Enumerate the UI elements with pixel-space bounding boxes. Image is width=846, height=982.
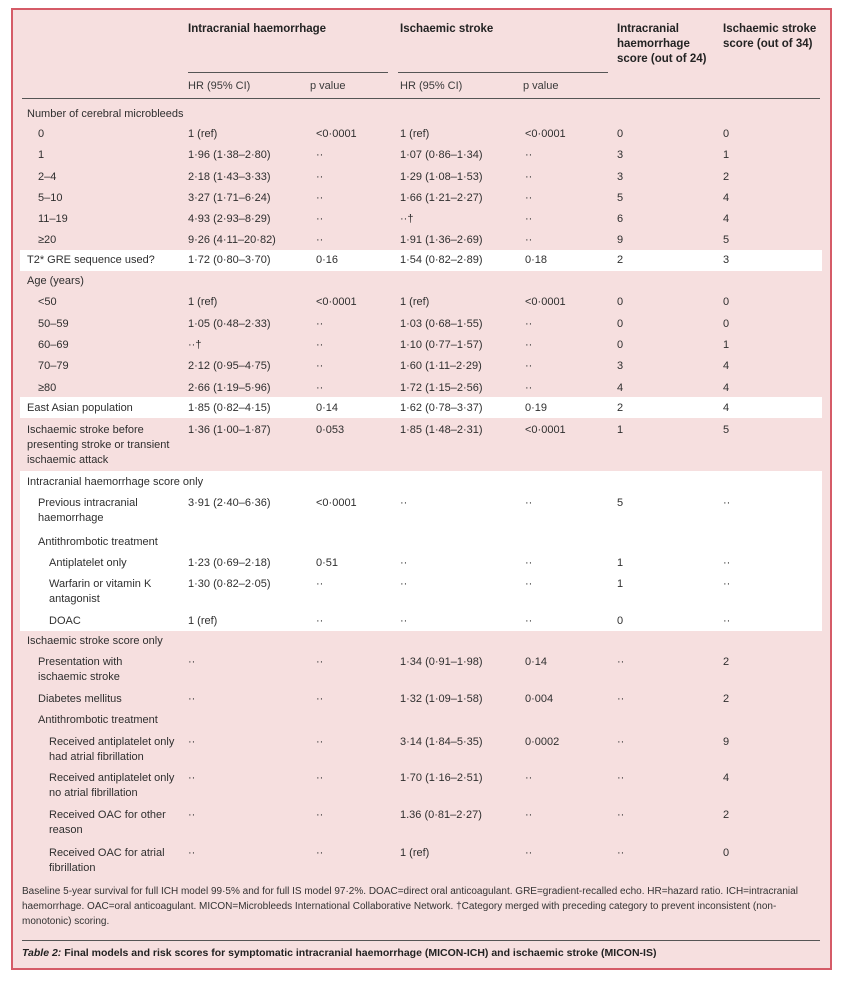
cell-s1: 3 <box>617 149 624 161</box>
cell-hr2: 1·62 (0·78–3·37) <box>400 402 483 414</box>
cell-s2: ·· <box>723 557 731 569</box>
cell-p2: <0·0001 <box>525 128 566 140</box>
cell-hr2: 1·85 (1·48–2·31) <box>400 424 483 436</box>
cell-hr2: 1·70 (1·16–2·51) <box>400 772 483 784</box>
cell-p1: ·· <box>316 656 324 668</box>
cell-s2: 4 <box>723 772 730 784</box>
cell-s1: 0 <box>617 296 624 308</box>
row-label: Antithrombotic treatment <box>38 536 158 548</box>
row-label: 50–59 <box>38 318 69 330</box>
cell-s1: 3 <box>617 171 624 183</box>
cell-s1: 2 <box>617 402 624 414</box>
row-label: Antithrombotic treatment <box>38 714 158 726</box>
cell-s1: 9 <box>617 234 624 246</box>
cell-hr1: ··† <box>188 339 202 351</box>
cell-hr1: 1·05 (0·48–2·33) <box>188 318 271 330</box>
cell-s1: 0 <box>617 339 624 351</box>
cell-p2: ·· <box>525 578 533 590</box>
cell-hr2: ·· <box>400 578 408 590</box>
cell-s2: ·· <box>723 497 731 509</box>
cell-p2: ·· <box>525 234 533 246</box>
row-label: 5–10 <box>38 192 63 204</box>
cell-s2: 0 <box>723 296 730 308</box>
cell-p1: ·· <box>316 213 324 225</box>
cell-p1: <0·0001 <box>316 128 357 140</box>
cell-p2: ·· <box>525 615 533 627</box>
row-label: 60–69 <box>38 339 69 351</box>
row-label: 11–19 <box>38 213 68 225</box>
cell-p2: ·· <box>525 382 533 394</box>
cell-p1: ·· <box>316 578 324 590</box>
row-label: 70–79 <box>38 360 69 372</box>
cell-hr2: 1·72 (1·15–2·56) <box>400 382 483 394</box>
cell-p2: <0·0001 <box>525 296 566 308</box>
row-label: Intracranial haemorrhage score only <box>27 476 204 488</box>
cell-p2: <0·0001 <box>525 424 566 436</box>
cell-s1: ·· <box>617 693 625 705</box>
cell-hr1: 3·91 (2·40–6·36) <box>188 497 271 509</box>
cell-hr2: ·· <box>400 497 408 509</box>
cell-p2: 0·14 <box>525 656 548 668</box>
cell-p1: ·· <box>316 360 324 372</box>
cell-hr2: 1.36 (0·81–2·27) <box>400 809 482 821</box>
cell-s2: ·· <box>723 578 731 590</box>
table-caption <box>22 947 656 959</box>
header-is: Ischaemic stroke <box>400 23 494 35</box>
row-label: 1 <box>38 149 45 161</box>
cell-p1: ·· <box>316 615 324 627</box>
cell-hr2: 1·10 (0·77–1·57) <box>400 339 483 351</box>
row-label: Ischaemic stroke score only <box>27 635 163 647</box>
cell-p2: 0·0002 <box>525 736 560 748</box>
row-label: Received OAC for atrial fibrillation <box>49 847 165 874</box>
cell-p2: ·· <box>525 318 533 330</box>
cell-p2: ·· <box>525 213 533 225</box>
row-label: 0 <box>38 128 45 140</box>
cell-hr2: 1·34 (0·91–1·98) <box>400 656 483 668</box>
cell-s1: ·· <box>617 847 625 859</box>
row-label: Received OAC for other reason <box>49 809 166 836</box>
cell-hr1: ·· <box>188 736 196 748</box>
rule-is <box>398 72 608 73</box>
cell-p1: <0·0001 <box>316 296 357 308</box>
cell-hr2: 1·60 (1·11–2·29) <box>400 360 482 372</box>
row-label: Age (years) <box>27 275 84 287</box>
cell-hr2: 1·54 (0·82–2·89) <box>400 254 483 266</box>
cell-p1: ·· <box>316 736 324 748</box>
cell-s2: 0 <box>723 847 730 859</box>
cell-p1: ·· <box>316 171 324 183</box>
cell-hr1: 2·12 (0·95–4·75) <box>188 360 271 372</box>
cell-hr1: 1·23 (0·69–2·18) <box>188 557 271 569</box>
row-label: DOAC <box>49 615 81 627</box>
row-label: Diabetes mellitus <box>38 693 122 705</box>
cell-p2: ·· <box>525 360 533 372</box>
cell-p2: ·· <box>525 809 533 821</box>
cell-s2: ·· <box>723 615 731 627</box>
cell-p2: 0·18 <box>525 254 548 266</box>
cell-s2: 4 <box>723 360 730 372</box>
cell-s1: 0 <box>617 128 624 140</box>
cell-hr2: 1·07 (0·86–1·34) <box>400 149 483 161</box>
cell-hr2: ··† <box>400 213 414 225</box>
rule-ich <box>188 72 388 73</box>
row-label: Number of cerebral microbleeds <box>27 108 184 120</box>
cell-p2: ·· <box>525 339 533 351</box>
subheader-hr-is: HR (95% CI) <box>400 80 463 92</box>
header-score-is: Ischaemic stroke score (out of 34) <box>723 23 817 50</box>
cell-p2: ·· <box>525 171 533 183</box>
cell-s2: 0 <box>723 318 730 330</box>
row-label: Ischaemic stroke before presenting stroke or transient ischaemic attack <box>27 424 170 466</box>
cell-p2: 0·004 <box>525 693 554 705</box>
caption-text: Final models and risk scores for symptomatic intracranial haemorrhage (MICON-ICH) and ischaemic stroke (MICON-IS) <box>61 947 657 959</box>
cell-p1: ·· <box>316 809 324 821</box>
cell-hr2: 3·14 (1·84–5·35) <box>400 736 483 748</box>
caption-rule <box>22 940 820 941</box>
table-footnote: Baseline 5-year survival for full ICH model 99·5% and for full IS model 97·2%. DOAC=direct oral anticoagulant. GRE=gradient-recalled echo. HR=hazard ratio. ICH=intracranial haemorrhage. OAC=oral anticoagulant. MICON=Microbleeds International Collaborative Network. †Category merged with preceding category to prevent inconsistent (non-monotonic) scoring. <box>22 886 798 927</box>
cell-hr1: 1 (ref) <box>188 296 218 308</box>
cell-p1: 0·16 <box>316 254 339 266</box>
cell-s1: 5 <box>617 192 624 204</box>
cell-s2: 2 <box>723 809 730 821</box>
cell-s1: 2 <box>617 254 624 266</box>
cell-hr2: 1·29 (1·08–1·53) <box>400 171 483 183</box>
cell-hr1: 1·85 (0·82–4·15) <box>188 402 271 414</box>
cell-hr2: 1·32 (1·09–1·58) <box>400 693 483 705</box>
subheader-p-ich: p value <box>310 80 346 92</box>
cell-hr1: 1·96 (1·38–2·80) <box>188 149 271 161</box>
cell-p1: ·· <box>316 234 324 246</box>
cell-s1: 1 <box>617 578 624 590</box>
cell-p2: ·· <box>525 772 533 784</box>
cell-hr1: 4·93 (2·93–8·29) <box>188 213 271 225</box>
cell-p1: ·· <box>316 339 324 351</box>
row-label: Presentation with ischaemic stroke <box>38 656 123 683</box>
cell-hr1: 2·18 (1·43–3·33) <box>188 171 271 183</box>
row-label: Previous intracranial haemorrhage <box>38 497 138 524</box>
row-label: Received antiplatelet only had atrial fibrillation <box>49 736 175 763</box>
cell-hr2: ·· <box>400 557 408 569</box>
cell-s2: 1 <box>723 149 730 161</box>
header-score-ich: Intracranial haemorrhage score (out of 24) <box>617 23 707 65</box>
cell-s1: ·· <box>617 809 625 821</box>
cell-s2: 2 <box>723 656 730 668</box>
header-bottom-rule <box>22 98 820 99</box>
cell-s2: 4 <box>723 213 730 225</box>
cell-s1: ·· <box>617 772 625 784</box>
cell-hr2: 1·91 (1·36–2·69) <box>400 234 483 246</box>
cell-s2: 2 <box>723 693 730 705</box>
cell-p1: ·· <box>316 382 324 394</box>
cell-s2: 9 <box>723 736 730 748</box>
cell-p2: ·· <box>525 497 533 509</box>
cell-s1: 6 <box>617 213 624 225</box>
cell-s1: ·· <box>617 736 625 748</box>
cell-s1: 1 <box>617 424 624 436</box>
cell-s2: 4 <box>723 402 730 414</box>
cell-p1: ·· <box>316 772 324 784</box>
cell-hr1: ·· <box>188 847 196 859</box>
cell-s2: 5 <box>723 234 730 246</box>
cell-p2: ·· <box>525 847 533 859</box>
row-label: T2* GRE sequence used? <box>27 254 155 266</box>
subheader-p-is: p value <box>523 80 559 92</box>
row-label: Warfarin or vitamin K antagonist <box>49 578 152 605</box>
row-label: ≥20 <box>38 234 57 246</box>
cell-hr1: 1·72 (0·80–3·70) <box>188 254 271 266</box>
cell-s2: 3 <box>723 254 730 266</box>
cell-s2: 4 <box>723 382 730 394</box>
cell-s2: 2 <box>723 171 730 183</box>
cell-hr1: ·· <box>188 693 196 705</box>
cell-hr1: 3·27 (1·71–6·24) <box>188 192 271 204</box>
header-ich: Intracranial haemorrhage <box>188 23 327 35</box>
cell-p1: 0·51 <box>316 557 339 569</box>
cell-s1: 3 <box>617 360 624 372</box>
cell-p2: 0·19 <box>525 402 548 414</box>
cell-hr1: 9·26 (4·11–20·82) <box>188 234 276 246</box>
row-label: 2–4 <box>38 171 57 183</box>
cell-p1: ·· <box>316 192 324 204</box>
subheader-hr-ich: HR (95% CI) <box>188 80 251 92</box>
cell-s1: 0 <box>617 318 624 330</box>
cell-hr2: 1·66 (1·21–2·27) <box>400 192 483 204</box>
cell-p1: 0·053 <box>316 424 345 436</box>
cell-hr2: ·· <box>400 615 408 627</box>
cell-p2: ·· <box>525 149 533 161</box>
row-label: Antiplatelet only <box>49 557 127 569</box>
cell-hr2: 1 (ref) <box>400 296 430 308</box>
cell-p1: ·· <box>316 318 324 330</box>
cell-s2: 0 <box>723 128 730 140</box>
cell-s2: 5 <box>723 424 730 436</box>
cell-p1: 0·14 <box>316 402 339 414</box>
cell-hr2: 1 (ref) <box>400 847 430 859</box>
row-label: Received antiplatelet only no atrial fibrillation <box>49 772 175 799</box>
cell-hr1: ·· <box>188 809 196 821</box>
cell-s1: 4 <box>617 382 624 394</box>
cell-p2: ·· <box>525 557 533 569</box>
row-label: <50 <box>38 296 57 308</box>
cell-s1: 5 <box>617 497 624 509</box>
cell-hr1: 1·36 (1·00–1·87) <box>188 424 271 436</box>
cell-hr2: 1·03 (0·68–1·55) <box>400 318 483 330</box>
cell-s2: 4 <box>723 192 730 204</box>
row-label: ≥80 <box>38 382 57 394</box>
cell-p1: ·· <box>316 693 324 705</box>
cell-hr1: 1 (ref) <box>188 128 218 140</box>
row-label: East Asian population <box>27 402 133 414</box>
cell-s1: 0 <box>617 615 624 627</box>
cell-hr2: 1 (ref) <box>400 128 430 140</box>
cell-hr1: 1 (ref) <box>188 615 218 627</box>
cell-s2: 1 <box>723 339 730 351</box>
cell-hr1: 2·66 (1·19–5·96) <box>188 382 271 394</box>
cell-p1: ·· <box>316 847 324 859</box>
cell-p1: <0·0001 <box>316 497 357 509</box>
cell-p1: ·· <box>316 149 324 161</box>
cell-hr1: ·· <box>188 656 196 668</box>
cell-hr1: 1·30 (0·82–2·05) <box>188 578 271 590</box>
cell-s1: ·· <box>617 656 625 668</box>
caption-label: Table 2: <box>22 947 62 959</box>
cell-p2: ·· <box>525 192 533 204</box>
cell-s1: 1 <box>617 557 624 569</box>
highlight-band <box>20 471 822 631</box>
cell-hr1: ·· <box>188 772 196 784</box>
